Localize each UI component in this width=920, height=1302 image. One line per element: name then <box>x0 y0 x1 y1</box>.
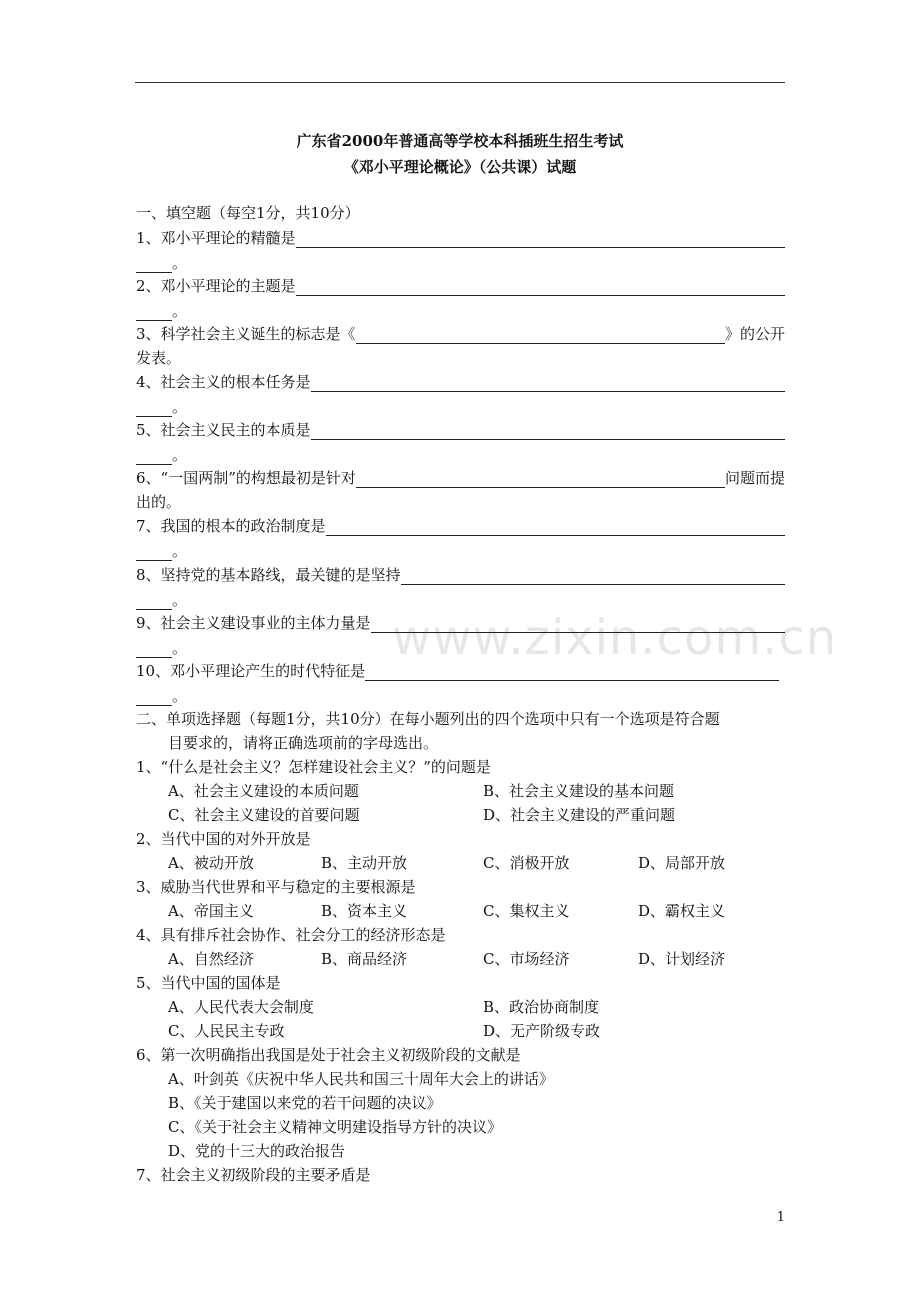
answer-blank[interactable] <box>136 400 172 417</box>
exam-title: 广东省2000年普通高等学校本科插班生招生考试 <box>296 132 624 150</box>
question-text: 10、邓小平理论产生的时代特征是 <box>136 662 366 680</box>
blank-question-2 <box>136 276 785 296</box>
mc-option[interactable]: A、社会主义建设的本质问题 <box>168 782 359 800</box>
answer-blank[interactable] <box>311 423 785 440</box>
question-text: 9、社会主义建设事业的主体力量是 <box>136 614 371 632</box>
answer-blank[interactable] <box>356 327 725 344</box>
header-rule <box>135 82 785 83</box>
mc-question-5: 5、当代中国的国体是 <box>136 974 281 992</box>
answer-blank[interactable] <box>136 593 172 610</box>
mc-option[interactable]: D、局部开放 <box>638 854 726 872</box>
answer-blank[interactable] <box>136 689 172 706</box>
period: 。 <box>172 302 188 320</box>
period: 。 <box>172 591 188 609</box>
question-text: 1、邓小平理论的精髓是 <box>136 229 296 247</box>
mc-option[interactable]: D、党的十三大的政治报告 <box>168 1142 346 1160</box>
blank-question-4 <box>136 372 785 392</box>
mc-option[interactable]: B、资本主义 <box>321 902 408 920</box>
answer-blank[interactable] <box>365 664 779 681</box>
question-text: 6、“一国两制”的构想最初是针对 <box>136 469 356 487</box>
question-text: 8、坚持党的基本路线，最关键的是坚持 <box>136 566 401 584</box>
page-number: 1 <box>776 1210 785 1225</box>
question-suffix: 》的公开 <box>724 325 785 343</box>
mc-option[interactable]: C、社会主义建设的首要问题 <box>168 806 360 824</box>
period: 。 <box>172 446 188 464</box>
mc-option[interactable]: C、集权主义 <box>483 902 570 920</box>
answer-blank[interactable] <box>356 471 725 488</box>
exam-subtitle: 《邓小平理论概论》（公共课）试题 <box>343 158 577 176</box>
question-text: 5、社会主义民主的本质是 <box>136 421 311 439</box>
blank-question-3 <box>136 324 785 344</box>
mc-option[interactable]: B、社会主义建设的基本问题 <box>483 782 675 800</box>
question-6-continuation: 出的。 <box>136 493 182 511</box>
mc-option[interactable]: B、政治协商制度 <box>483 998 600 1016</box>
blank-question-10 <box>136 661 779 681</box>
mc-option[interactable]: A、被动开放 <box>168 854 254 872</box>
blank-question-8 <box>136 565 785 585</box>
question-text: 3、科学社会主义诞生的标志是《 <box>136 325 356 343</box>
blank-question-1 <box>136 228 785 248</box>
blank-question-9 <box>136 613 785 633</box>
blank-question-7-end <box>136 541 187 561</box>
mc-option[interactable]: D、霸权主义 <box>638 902 726 920</box>
mc-option[interactable]: B、主动开放 <box>321 854 408 872</box>
mc-question-6: 6、第一次明确指出我国是处于社会主义初级阶段的文献是 <box>136 1046 521 1064</box>
answer-blank[interactable] <box>136 304 172 321</box>
mc-option[interactable]: A、自然经济 <box>168 950 254 968</box>
answer-blank[interactable] <box>296 279 785 296</box>
mc-option[interactable]: B、商品经济 <box>321 950 408 968</box>
mc-option[interactable]: D、计划经济 <box>638 950 726 968</box>
mc-option[interactable]: C、人民民主专政 <box>168 1022 285 1040</box>
blank-question-8-end <box>136 590 187 610</box>
period: 。 <box>172 542 188 560</box>
question-text: 7、我国的根本的政治制度是 <box>136 517 326 535</box>
mc-question-3: 3、威胁当代世界和平与稳定的主要根源是 <box>136 878 416 896</box>
mc-option[interactable]: C、市场经济 <box>483 950 570 968</box>
mc-option[interactable]: A、帝国主义 <box>168 902 254 920</box>
blank-question-4-end <box>136 397 187 417</box>
answer-blank[interactable] <box>311 375 785 392</box>
mc-question-4: 4、具有排斥社会协作、社会分工的经济形态是 <box>136 926 446 944</box>
mc-option[interactable]: A、叶剑英《庆祝中华人民共和国三十周年大会上的讲话》 <box>168 1070 554 1088</box>
answer-blank[interactable] <box>136 544 172 561</box>
mc-option[interactable]: D、社会主义建设的严重问题 <box>483 806 676 824</box>
question-suffix: 问题而提 <box>724 469 785 487</box>
section2-heading: 二、单项选择题（每题1分，共10分）在每小题列出的四个选项中只有一个选项是符合题 <box>136 710 720 728</box>
answer-blank[interactable] <box>326 519 785 536</box>
period: 。 <box>172 639 188 657</box>
blank-question-6 <box>136 468 785 488</box>
mc-option[interactable]: C、《关于社会主义精神文明建设指导方针的决议》 <box>168 1118 502 1136</box>
blank-question-2-end <box>136 301 187 321</box>
question-3-continuation: 发表。 <box>136 349 182 367</box>
period: 。 <box>172 254 188 272</box>
answer-blank[interactable] <box>136 448 172 465</box>
mc-option[interactable]: B、《关于建国以来党的若干问题的决议》 <box>168 1094 442 1112</box>
answer-blank[interactable] <box>296 231 785 248</box>
period: 。 <box>172 687 188 705</box>
answer-blank[interactable] <box>136 641 172 658</box>
answer-blank[interactable] <box>371 616 785 633</box>
mc-question-1: 1、“什么是社会主义？怎样建设社会主义？”的问题是 <box>136 758 491 776</box>
watermark: www.zixin.com.cn <box>392 610 838 666</box>
section1-heading: 一、填空题（每空1分，共10分） <box>136 204 360 222</box>
blank-question-1-end <box>136 253 187 273</box>
question-text: 2、邓小平理论的主题是 <box>136 277 296 295</box>
mc-question-2: 2、当代中国的对外开放是 <box>136 830 311 848</box>
blank-question-5-end <box>136 445 187 465</box>
section2-heading-cont: 目要求的，请将正确选项前的字母选出。 <box>168 734 439 752</box>
mc-option[interactable]: D、无产阶级专政 <box>483 1022 601 1040</box>
blank-question-7 <box>136 516 785 536</box>
answer-blank[interactable] <box>136 256 172 273</box>
answer-blank[interactable] <box>401 568 785 585</box>
mc-question-7: 7、社会主义初级阶段的主要矛盾是 <box>136 1166 371 1184</box>
mc-option[interactable]: C、消极开放 <box>483 854 570 872</box>
period: 。 <box>172 398 188 416</box>
blank-question-9-end <box>136 638 187 658</box>
blank-question-10-end <box>136 686 187 706</box>
question-text: 4、社会主义的根本任务是 <box>136 373 311 391</box>
blank-question-5 <box>136 420 785 440</box>
mc-option[interactable]: A、人民代表大会制度 <box>168 998 314 1016</box>
